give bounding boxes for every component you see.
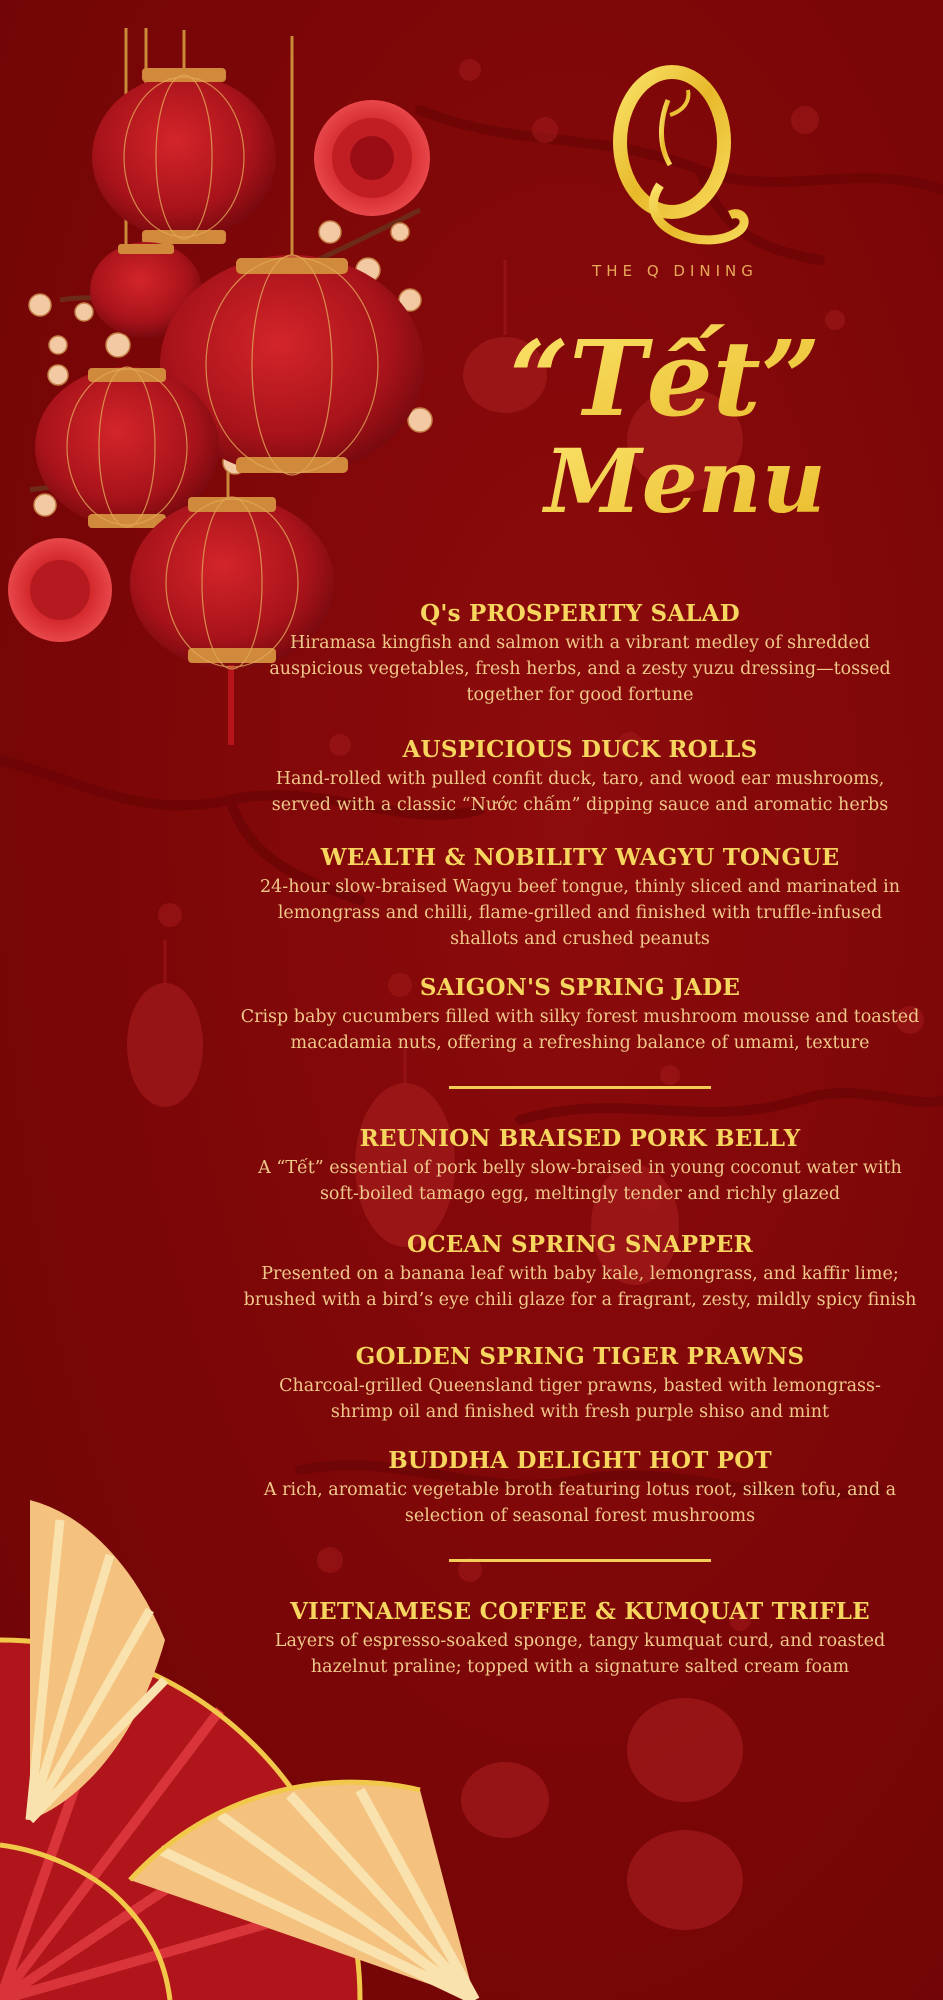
dish-name: BUDDHA DELIGHT HOT POT (388, 1447, 772, 1474)
title-menu: Menu (544, 429, 826, 533)
dish-item (260, 1341, 900, 1425)
dish-description: Presented on a banana leaf with baby kale, lemongrass, and kaffir lime; brushed with a bird’s eye chili glaze for a fragrant, zesty, mildly spicy finish (243, 1264, 917, 1310)
dish-description: Charcoal-grilled Queensland tiger prawns, basted with lemongrass-shrimp oil and finished with fresh purple shiso and mint (279, 1376, 881, 1422)
dish-description: 24-hour slow-braised Wagyu beef tongue, thinly sliced and marinated in lemongrass and chilli, flame-grilled and finished with truffle-infused shallots and crushed peanuts (260, 877, 900, 949)
dish-item (260, 734, 900, 818)
dish-name: SAIGON'S SPRING JADE (419, 974, 741, 1001)
dish-name: WEALTH & NOBILITY WAGYU TONGUE (320, 844, 840, 871)
dish-description: A “Tết” essential of pork belly slow-braised in young coconut water with soft-boiled tamago egg, meltingly tender and richly glazed (258, 1158, 902, 1204)
dish-name: GOLDEN SPRING TIGER PRAWNS (355, 1343, 805, 1370)
dish-description: Hand-rolled with pulled confit duck, taro, and wood ear mushrooms, served with a classic “Nước chấm” dipping sauce and aromatic herbs (271, 769, 889, 815)
dish-item (240, 1229, 920, 1313)
dish-name: VIETNAMESE COFFEE & KUMQUAT TRIFLE (290, 1598, 870, 1625)
dish-item (260, 1596, 900, 1680)
q-logo-icon (590, 60, 760, 260)
dish-item (240, 972, 920, 1056)
dish-name: AUSPICIOUS DUCK ROLLS (402, 736, 758, 763)
menu-title (500, 300, 830, 540)
dish-item (250, 1123, 910, 1207)
dish-item (260, 842, 900, 952)
brand-name: THE Q DINING (592, 262, 758, 280)
dish-description: Crisp baby cucumbers filled with silky forest mushroom mousse and toasted macadamia nuts, offering a refreshing balance of umami, texture (240, 1007, 920, 1053)
dish-name: OCEAN SPRING SNAPPER (407, 1231, 753, 1258)
dish-item (260, 1445, 900, 1529)
dish-item (260, 598, 900, 708)
dish-description: Hiramasa kingfish and salmon with a vibrant medley of shredded auspicious vegetables, fresh herbs, and a zesty yuzu dressing—tossed together for good fortune (269, 633, 891, 705)
menu-list (240, 598, 920, 1680)
title-tet: “Tết” (509, 317, 821, 440)
dish-description: Layers of espresso-soaked sponge, tangy kumquat curd, and roasted hazelnut praline; topped with a signature salted cream foam (274, 1631, 886, 1677)
dish-name: REUNION BRAISED PORK BELLY (359, 1125, 801, 1152)
dish-name: Q's PROSPERITY SALAD (420, 600, 740, 627)
dish-description: A rich, aromatic vegetable broth featuring lotus root, silken tofu, and a selection of seasonal forest mushrooms (263, 1480, 897, 1526)
